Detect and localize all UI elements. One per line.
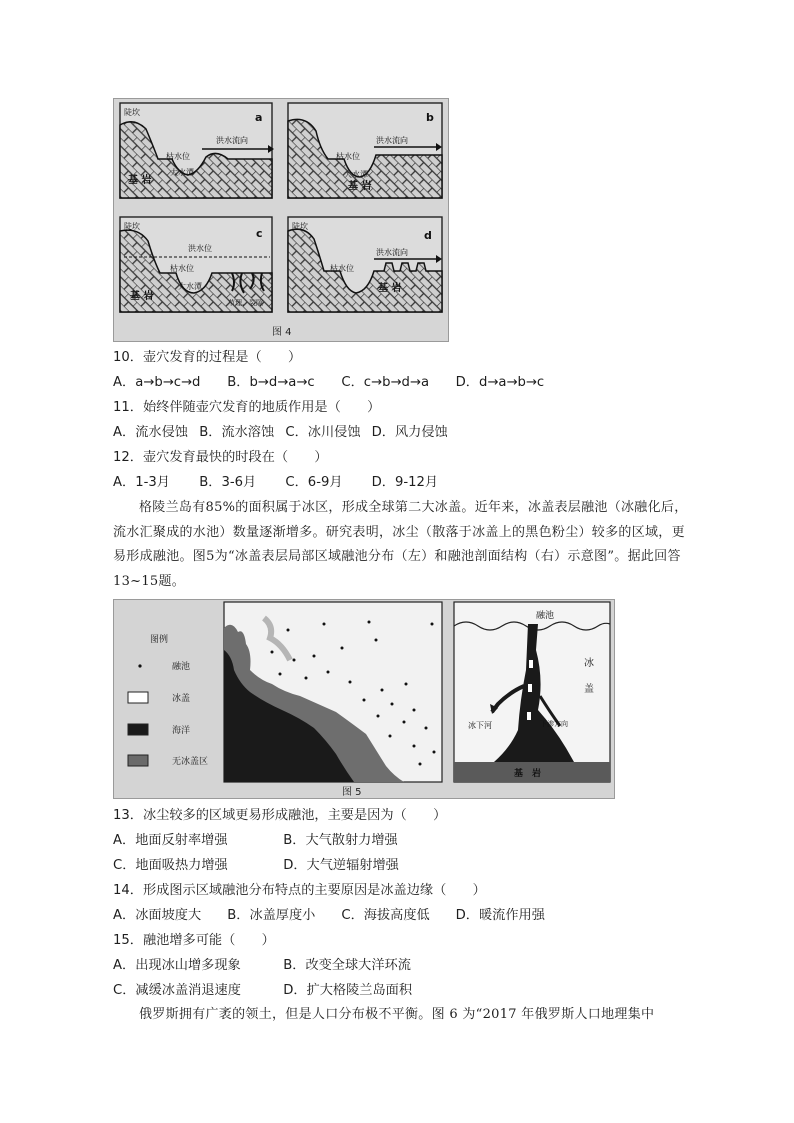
question-13-options-row2 [113, 857, 399, 875]
panel-b [288, 103, 442, 198]
panel-a-flood-dir: 洪水流向 [216, 136, 248, 145]
legend-melt-pool: 融池 [172, 662, 191, 672]
panel-b-pothole: 大水潭 [344, 170, 368, 179]
q13-option-b[interactable]: B．大气散射力增强 [283, 833, 398, 848]
q15-option-d[interactable]: D．扩大格陵兰岛面积 [283, 983, 413, 998]
cross-section-bedrock: 基 岩 [514, 769, 542, 779]
panel-a [120, 103, 274, 198]
legend-title: 图例 [150, 635, 169, 645]
panel-b-bedrock: 基 岩 [348, 181, 372, 192]
figure-4 [113, 98, 449, 342]
q15-option-a[interactable]: A．出现冰山增多现象 [113, 958, 241, 973]
figure-5-caption: 图 5 [342, 787, 362, 798]
cross-section-seep: 下渗方向 [540, 720, 568, 728]
melt-pool-map [224, 602, 442, 782]
panel-b-flood-dir: 洪水流向 [376, 136, 408, 145]
panel-c-flood-level: 洪水位 [188, 244, 212, 253]
q10-option-c[interactable]: C．c→b→d→a [341, 375, 430, 390]
legend-ice-sheet-swatch [128, 692, 148, 703]
question-14-options [113, 907, 545, 925]
question-10-stem: 10．壶穴发育的过程是（ ） [113, 350, 302, 365]
panel-d [288, 217, 442, 312]
panel-d-steep: 陡坎 [292, 222, 308, 231]
question-11-stem: 11．始终伴随壶穴发育的地质作用是（ ） [113, 400, 381, 415]
cross-section-ice-2: 盖 [584, 684, 594, 695]
legend-melt-pool-dot [138, 664, 141, 667]
question-12-options [113, 474, 438, 492]
panel-a-letter: a [255, 111, 263, 124]
q13-option-d[interactable]: D．大气逆辐射增强 [283, 858, 399, 873]
cross-section-ice-1: 冰 [584, 658, 594, 669]
cross-section-river: 冰下河 [468, 721, 492, 730]
cross-section-pool: 融池 [536, 611, 555, 621]
legend-ice-free: 无冰盖区 [172, 757, 209, 767]
q12-option-d[interactable]: D．9-12月 [371, 475, 439, 490]
q14-option-b[interactable]: B．冰盖厚度小 [227, 908, 316, 923]
panel-c-low-water: 枯水位 [170, 264, 194, 273]
q11-option-a[interactable]: A．流水侵蚀 [113, 425, 188, 440]
question-10-options [113, 374, 544, 392]
panel-c-pothole: 大水潭 [178, 282, 202, 291]
q12-option-a[interactable]: A．1-3月 [113, 475, 170, 490]
question-14-stem: 14．形成图示区域融池分布特点的主要原因是冰盖边缘（ ） [113, 883, 486, 898]
q14-option-c[interactable]: C．海拔高度低 [341, 908, 430, 923]
q13-option-a[interactable]: A．地面反射率增强 [113, 833, 228, 848]
panel-a-low-water: 枯水位 [166, 152, 190, 161]
legend-ice-free-swatch [128, 755, 148, 766]
panel-c-bedrock: 基 岩 [130, 291, 154, 302]
legend-ice-sheet: 冰盖 [172, 694, 191, 704]
q12-option-b[interactable]: B．3-6月 [199, 475, 257, 490]
panel-c-joints: 节理、裂隙 [228, 299, 263, 307]
question-12-stem: 12．壶穴发育最快的时段在（ ） [113, 450, 328, 465]
panel-a-steep: 陡坎 [124, 108, 140, 117]
q15-option-c[interactable]: C．减缓冰盖消退速度 [113, 983, 241, 998]
panel-d-bedrock: 基 岩 [378, 283, 402, 294]
q11-option-b[interactable]: B．流水溶蚀 [199, 425, 275, 440]
question-15-stem: 15．融池增多可能（ ） [113, 933, 275, 948]
q11-option-d[interactable]: D．风力侵蚀 [371, 425, 448, 440]
panel-c [120, 217, 272, 312]
q15-option-b[interactable]: B．改变全球大洋环流 [283, 958, 411, 973]
q10-option-b[interactable]: B．b→d→a→c [227, 375, 315, 390]
legend-ocean: 海洋 [172, 726, 191, 736]
panel-c-letter: c [256, 227, 263, 240]
panel-d-letter: d [424, 229, 432, 242]
passage-russia: 俄罗斯拥有广袤的领土，但是人口分布极不平衡。图 6 为“2017 年俄罗斯人口地理集中 [139, 1007, 655, 1022]
panel-a-bedrock: 基 岩 [128, 175, 152, 186]
legend-ocean-swatch [128, 724, 148, 735]
q11-option-c[interactable]: C．冰川侵蚀 [285, 425, 361, 440]
panel-b-letter: b [426, 111, 434, 124]
melt-pool-cross-section [454, 602, 610, 782]
q14-option-d[interactable]: D．暖流作用强 [455, 908, 545, 923]
q14-option-a[interactable]: A．冰面坡度大 [113, 908, 202, 923]
q10-option-d[interactable]: D．d→a→b→c [455, 375, 545, 390]
q13-option-c[interactable]: C．地面吸热力增强 [113, 858, 228, 873]
figure-4-caption: 图 4 [272, 327, 292, 338]
panel-b-low-water: 枯水位 [336, 152, 360, 161]
passage-greenland: 格陵兰岛有85%的面积属于冰区，形成全球第二大冰盖。近年来，冰盖表层融池（冰融化后，流水汇聚成的水池）数量逐渐增多。研究表明，冰尘（散落于冰盖上的黑色粉尘）较多的区域，更易形成融池。图5为“冰盖表层局部区域融池分布（左）和融池剖面结构（右）示意图”。据此回答13~15题。 [113, 500, 688, 589]
figure-5 [113, 599, 615, 799]
question-11-options [113, 424, 448, 442]
panel-a-pothole: 大水潭 [170, 168, 194, 177]
question-13-options-row1 [113, 832, 398, 850]
q12-option-c[interactable]: C．6-9月 [285, 475, 343, 490]
q10-option-a[interactable]: A．a→b→c→d [113, 375, 201, 390]
question-15-options-row1 [113, 957, 411, 975]
question-15-options-row2 [113, 982, 412, 1000]
panel-d-flood-dir: 洪水流向 [376, 248, 408, 257]
figure-5-legend [128, 633, 208, 767]
panel-c-steep: 陡坎 [124, 222, 140, 231]
question-13-stem: 13．冰尘较多的区域更易形成融池，主要是因为（ ） [113, 808, 447, 823]
panel-d-low-water: 枯水位 [330, 264, 354, 273]
